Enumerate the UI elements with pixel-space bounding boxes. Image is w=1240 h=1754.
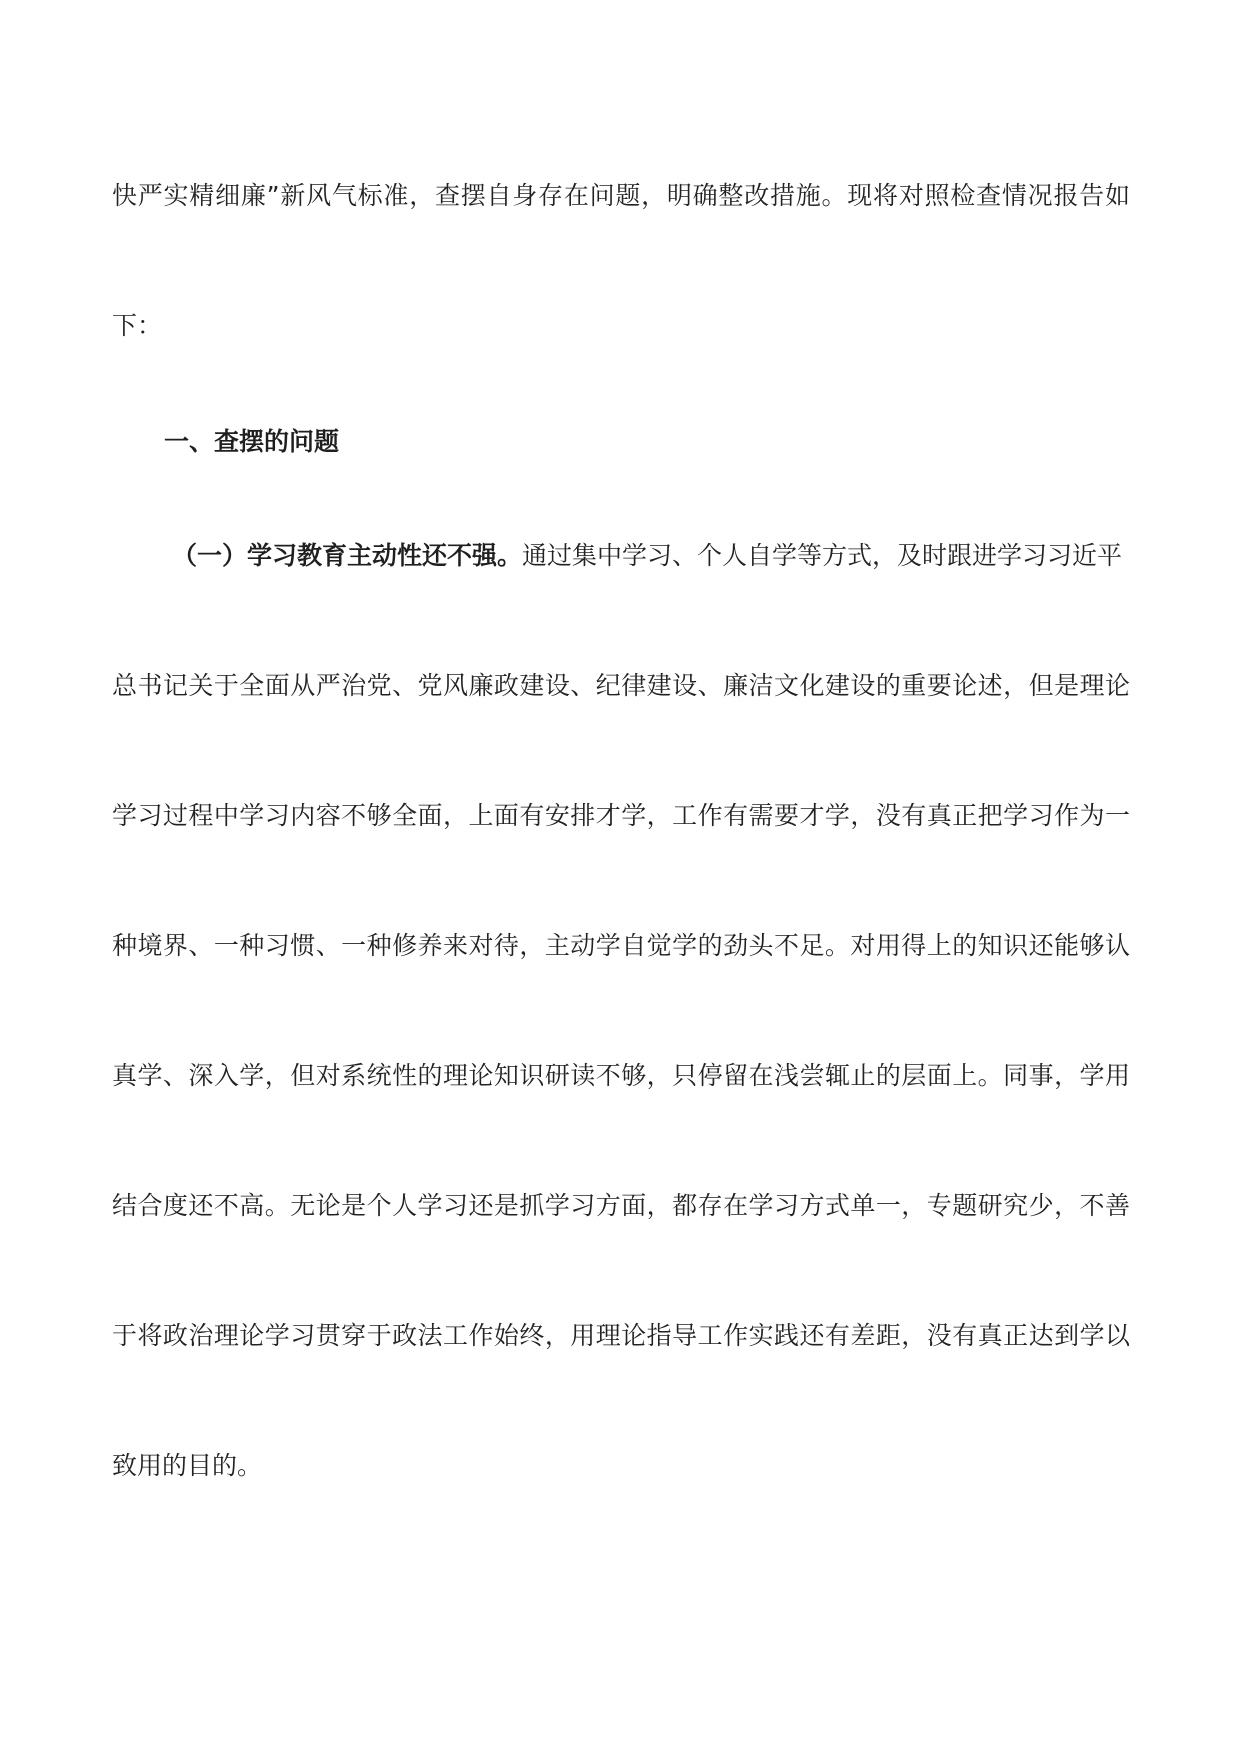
paragraph-line: 结合度还不高。无论是个人学习还是抓学习方面，都存在学习方式单一，专题研究少，不善 <box>112 1191 1130 1220</box>
intro-line-1: 快严实精细廉”新风气标准，查摆自身存在问题，明确整改措施。现将对照检查情况报告如 <box>112 181 1130 210</box>
paragraph-line: 于将政治理论学习贯穿于政法工作始终，用理论指导工作实践还有差距，没有真正达到学以 <box>112 1321 1130 1350</box>
section-heading: 一、查摆的问题 <box>164 427 340 456</box>
paragraph-line: 学习过程中学习内容不够全面，上面有安排才学，工作有需要才学，没有真正把学习作为一 <box>112 801 1130 830</box>
paragraph-line: 真学、深入学，但对系统性的理论知识研读不够，只停留在浅尝辄止的层面上。同事，学用 <box>112 1061 1130 1090</box>
subsection-first-line <box>172 538 1130 574</box>
subsection-first-line-text: 通过集中学习、个人自学等方式，及时跟进学习习近平 <box>522 541 1123 570</box>
paragraph-line: 种境界、一种习惯、一种修养来对待，主动学自觉学的劲头不足。对用得上的知识还能够认 <box>112 931 1130 960</box>
subsection-heading: （一）学习教育主动性还不强。 <box>172 541 523 570</box>
paragraph-line: 总书记关于全面从严治党、党风廉政建设、纪律建设、廉洁文化建设的重要论述，但是理论 <box>112 671 1130 700</box>
paragraph-line: 致用的目的。 <box>112 1451 263 1480</box>
intro-line-2: 下： <box>112 311 163 340</box>
